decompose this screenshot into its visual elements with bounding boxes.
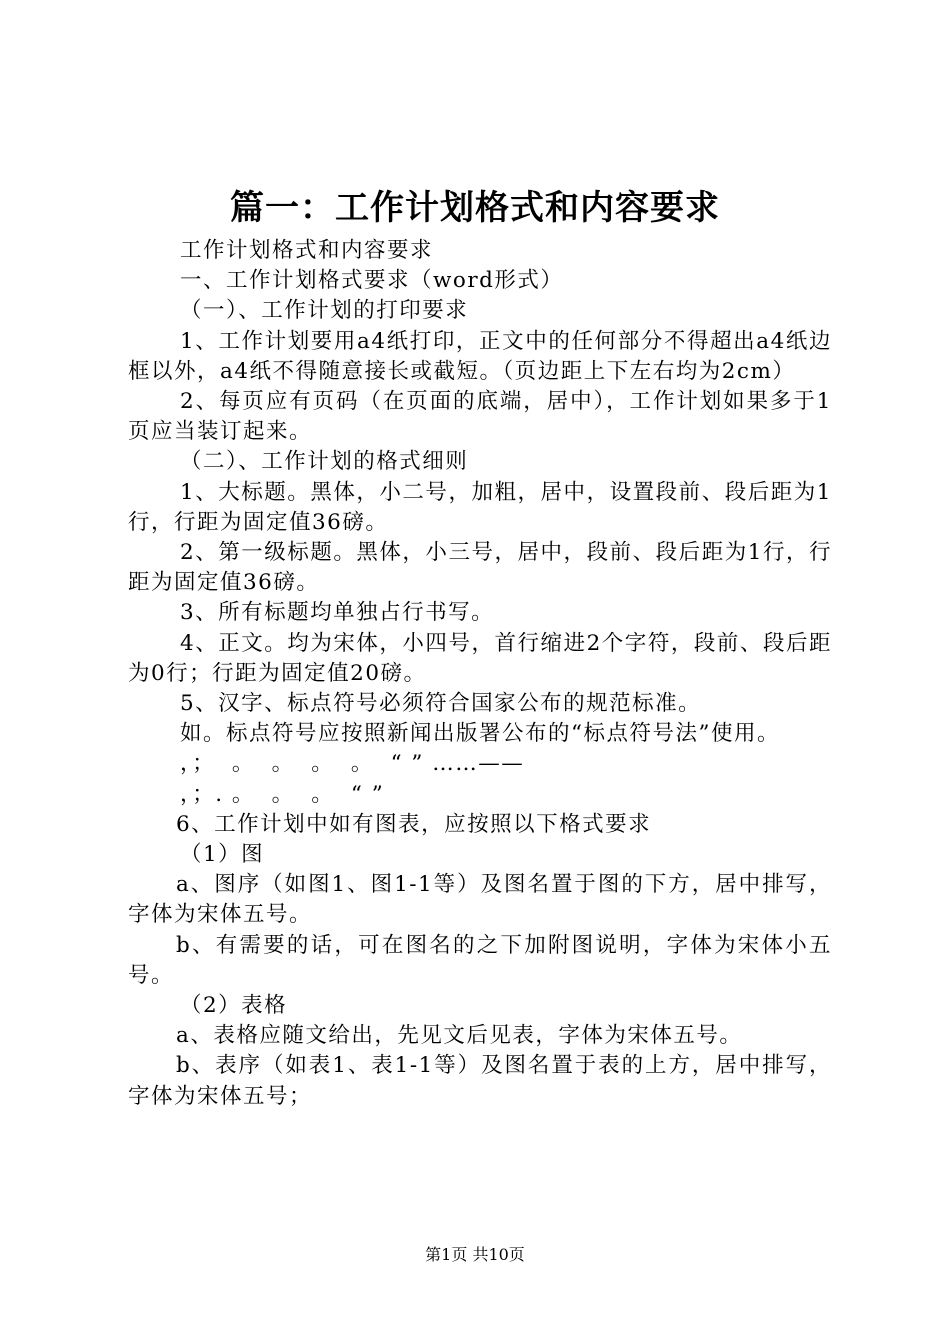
paragraph-format-5: 5、汉字、标点符号必须符合国家公布的规范标准。: [180, 691, 702, 717]
paragraph-figure-b: b、有需要的话，可在图名的之下加附图说明，字体为宋体小五号。: [128, 932, 832, 988]
paragraph-table-b: b、表序（如表1、表1-1等）及图名置于表的上方，居中排写，字体为宋体五号；: [128, 1053, 832, 1109]
paragraph-print-2: 2、每页应有页码（在页面的底端，居中），工作计划如果多于1页应当装订起来。: [128, 389, 832, 445]
paragraph-format-4: 4、正文。均为宋体，小四号，首行缩进2个字符，段前、段后距为0行；行距为固定值20磅。: [128, 630, 832, 686]
subsection-table: （2）表格: [180, 993, 288, 1019]
paragraph-punctuation-symbols-1: ，； 。 。 。 。 “ ” ……——: [180, 751, 525, 777]
subsection-heading-print: （一）、工作计划的打印要求: [180, 298, 469, 324]
paragraph-charts-intro: 6、工作计划中如有图表，应按照以下格式要求: [176, 811, 652, 837]
section-heading-1: 一、工作计划格式要求（word形式）: [180, 268, 564, 294]
paragraph-subtitle: 工作计划格式和内容要求: [180, 238, 434, 263]
paragraph-format-3: 3、所有标题均单独占行书写。: [180, 600, 495, 626]
paragraph-figure-a: a、图序（如图1、图1-1等）及图名置于图的下方，居中排写，字体为宋体五号。: [128, 872, 832, 928]
subsection-figure: （1）图: [180, 842, 265, 868]
subsection-heading-format: （二）、工作计划的格式细则: [180, 449, 469, 475]
paragraph-print-1: 1、工作计划要用a4纸打印，正文中的任何部分不得超出a4纸边框以外，a4纸不得随意接长或截短。（页边距上下左右均为2cm）: [128, 328, 832, 384]
paragraph-format-2: 2、第一级标题。黑体，小三号，居中，段前、段后距为1行，行距为固定值36磅。: [128, 540, 832, 596]
document-title: 篇一：工作计划格式和内容要求: [230, 188, 720, 228]
paragraph-format-1: 1、大标题。黑体，小二号，加粗，居中，设置段前、段后距为1行，行距为固定值36磅。: [128, 479, 832, 535]
page-number-footer: 第1页 共10页: [425, 1245, 525, 1264]
paragraph-punctuation-symbols-2: ，；. 。 。 。 “ ”: [180, 781, 385, 807]
document-body: [128, 236, 832, 1112]
paragraph-table-a: a、表格应随文给出，先见文后见表，字体为宋体五号。: [176, 1023, 743, 1049]
paragraph-punctuation-note: 如。标点符号应按照新闻出版署公布的“标点符号法”使用。: [180, 721, 780, 747]
